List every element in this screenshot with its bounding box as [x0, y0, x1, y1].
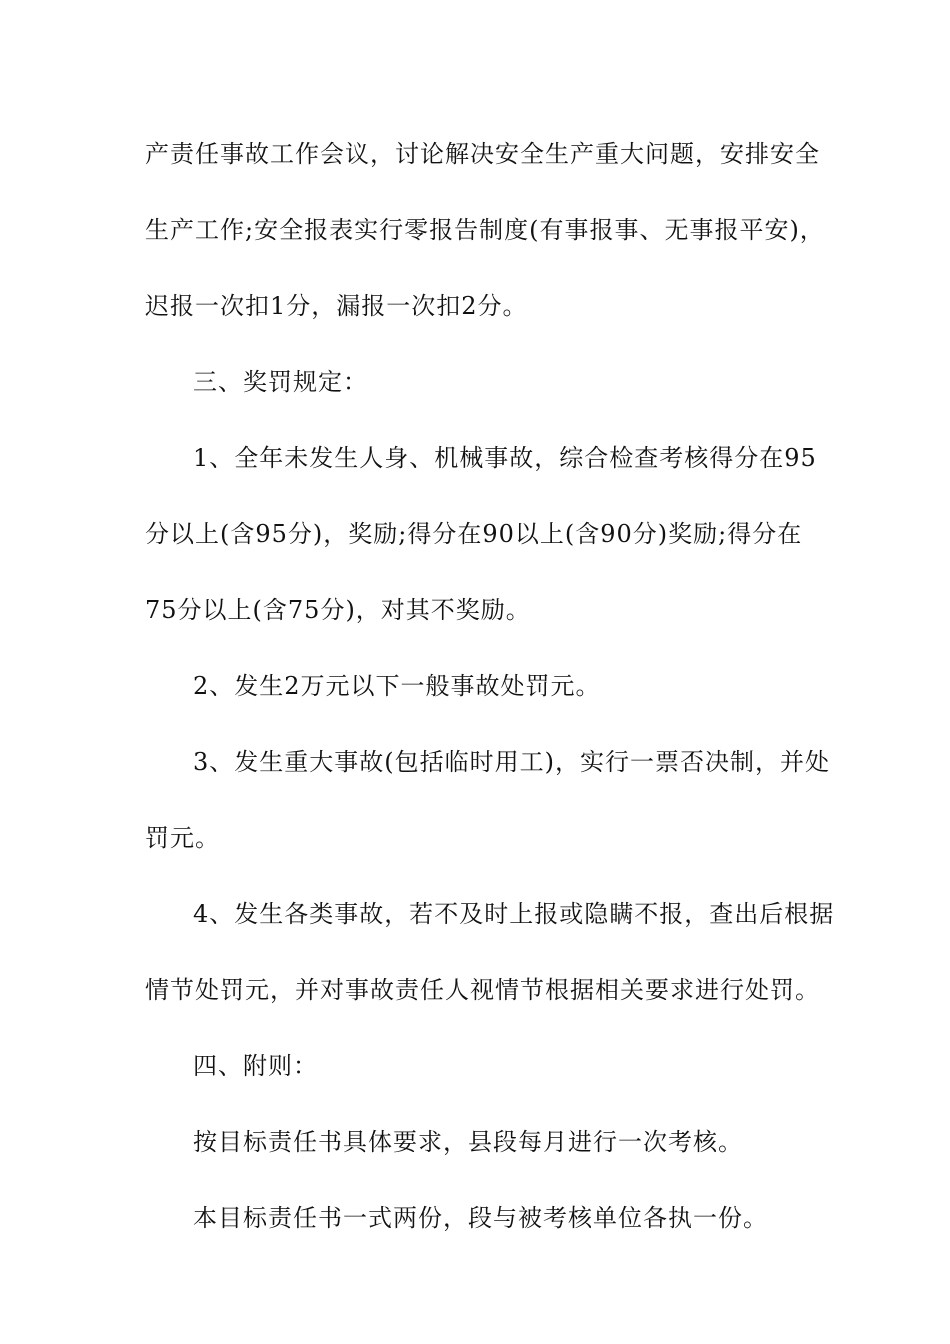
clause-3-line-2: 罚元。: [145, 824, 220, 852]
section-heading-rewards-penalties: 三、奖罚规定：: [193, 368, 368, 396]
clause-4-line-1: 4、发生各类事故，若不及时上报或隐瞒不报，查出后根据: [193, 900, 835, 928]
appendix-clause-2: 本目标责任书一式两份，段与被考核单位各执一份。: [193, 1204, 768, 1232]
document-body: [145, 126, 835, 1266]
appendix-clause-1: 按目标责任书具体要求，县段每月进行一次考核。: [193, 1128, 743, 1156]
clause-1-line-3: 75分以上(含75分)，对其不奖励。: [145, 596, 531, 624]
clause-1-line-2: 分以上(含95分)，奖励;得分在90以上(含90分)奖励;得分在: [145, 520, 803, 548]
clause-4-line-2: 情节处罚元，并对事故责任人视情节根据相关要求进行处罚。: [145, 976, 820, 1004]
clause-3-line-1: 3、发生重大事故(包括临时用工)，实行一票否决制，并处: [193, 748, 830, 776]
paragraph-line-continuation-2: 生产工作;安全报表实行零报告制度(有事报事、无事报平安)，: [145, 216, 825, 244]
clause-1-line-1: 1、全年未发生人身、机械事故，综合检查考核得分在95: [193, 444, 817, 472]
clause-2: 2、发生2万元以下一般事故处罚元。: [193, 672, 601, 700]
section-heading-appendix: 四、附则：: [193, 1052, 318, 1080]
paragraph-line-continuation-3: 迟报一次扣1分，漏报一次扣2分。: [145, 292, 528, 320]
paragraph-line-continuation-1: 产责任事故工作会议，讨论解决安全生产重大问题，安排安全: [145, 140, 820, 168]
